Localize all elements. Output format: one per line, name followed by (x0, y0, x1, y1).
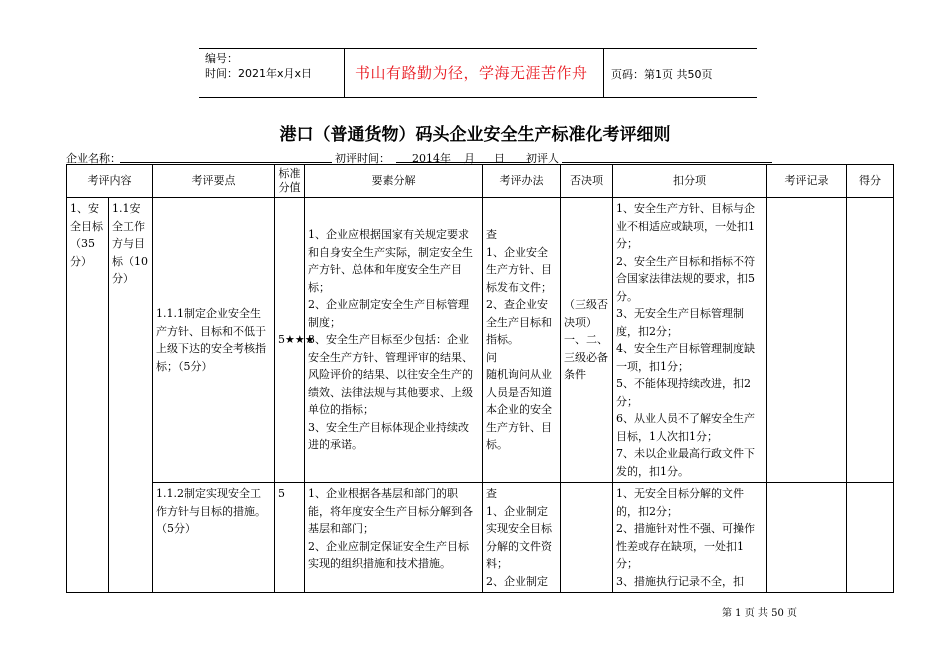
company-label: 企业名称： (66, 152, 121, 165)
eval-method: 查 1、企业安全生产方针、目标发布文件； 2、查企业安全生产目标和指标。 问 随机询问从业人员是否知道本企业的安全生产方针、目标。 (483, 198, 561, 483)
eval-method: 查 1、企业制定实现安全目标分解的文件资料； 2、企业制定 (483, 483, 561, 593)
eval-point: 1.1.1制定企业安全生产方针、目标和不低于上级下达的安全考核指标；（5分） (153, 198, 275, 483)
evaluator-label: 初评人 (526, 152, 559, 165)
deductions: 1、安全生产方针、目标与企业不相适应或缺项，一处扣1分； 2、安全生产目标和指标不符合国家法律法规的要求，扣5分。 3、无安全生产目标管理制度，扣2分； 4、安全生产目标管理制度缺一项，扣1分； 5、不能体现持续改进，扣2分； 6、从业人员不了解安全生产目标，1人次扣1分； 7、未以企业最高行政文件下发的，扣1分。 (613, 198, 767, 483)
veto-item (561, 483, 613, 593)
standard-score: 5★★★ (275, 198, 305, 483)
header-page-label: 页码：第1页 共50页 (611, 68, 713, 81)
evaluation-table (66, 164, 894, 593)
col-header: 得分 (847, 165, 894, 198)
col-header: 考评内容 (67, 165, 153, 198)
evaluator-underline (562, 162, 772, 163)
header-divider (344, 49, 345, 97)
col-header: 考评记录 (767, 165, 847, 198)
col-header: 考评要点 (153, 165, 275, 198)
content-level2: 1.1安全工作方与目标（10分） (109, 198, 153, 593)
standard-score: 5 (275, 483, 305, 593)
table-row (67, 198, 894, 483)
score-got[interactable] (847, 483, 894, 593)
page-title: 港口（普通货物）码头企业安全生产标准化考评细则 (279, 125, 671, 145)
document-header (199, 48, 757, 98)
col-header: 考评办法 (483, 165, 561, 198)
table-header-row (67, 165, 894, 198)
company-underline (120, 162, 332, 163)
eval-record[interactable] (767, 483, 847, 593)
score-got[interactable] (847, 198, 894, 483)
elements: 1、企业根据各基层和部门的职能，将年度安全生产目标分解到各基层和部门； 2、企业应制定保证安全生产目标实现的组织措施和技术措施。 (305, 483, 483, 593)
col-header: 标准分值 (275, 165, 305, 198)
header-divider (603, 49, 604, 97)
content-level1: 1、安全目标（35分） (67, 198, 109, 593)
time-label: 时间：2021年x月x日 (205, 67, 313, 80)
eval-point: 1.1.2制定实现安全工作方针与目标的措施。（5分） (153, 483, 275, 593)
header-motto: 书山有路勤为径，学海无涯苦作舟 (355, 64, 588, 82)
veto-item: （三级否决项）一、二、三级必备条件 (561, 198, 613, 483)
table-row (67, 483, 894, 593)
eval-time-label: 初评时间： (335, 152, 390, 165)
col-header: 否决项 (561, 165, 613, 198)
elements: 1、企业应根据国家有关规定要求和自身安全生产实际，制定安全生产方针、总体和年度安全生产目标； 2、企业应制定安全生产目标管理制度； 3、安全生产目标至少包括：企业安全生产方针、管理评审的结果、风险评价的结果、以往安全生产的绩效、法律法规与其他要求、上级单位的指标； 3、安全生产目标体现企业持续改进的承诺。 (305, 198, 483, 483)
header-left (205, 51, 312, 81)
number-label: 编号： (205, 52, 238, 65)
eval-year: 2014年 (412, 152, 451, 165)
date-underline (396, 162, 530, 163)
eval-record[interactable] (767, 198, 847, 483)
col-header: 扣分项 (613, 165, 767, 198)
deductions: 1、无安全目标分解的文件的，扣2分； 2、措施针对性不强、可操作性差或存在缺项，一处扣1分； 3、措施执行记录不全，扣 (613, 483, 767, 593)
page-footer: 第 1 页 共 50 页 (722, 608, 797, 619)
eval-day: 日 (494, 152, 505, 165)
eval-month: 月 (464, 152, 475, 165)
col-header: 要素分解 (305, 165, 483, 198)
